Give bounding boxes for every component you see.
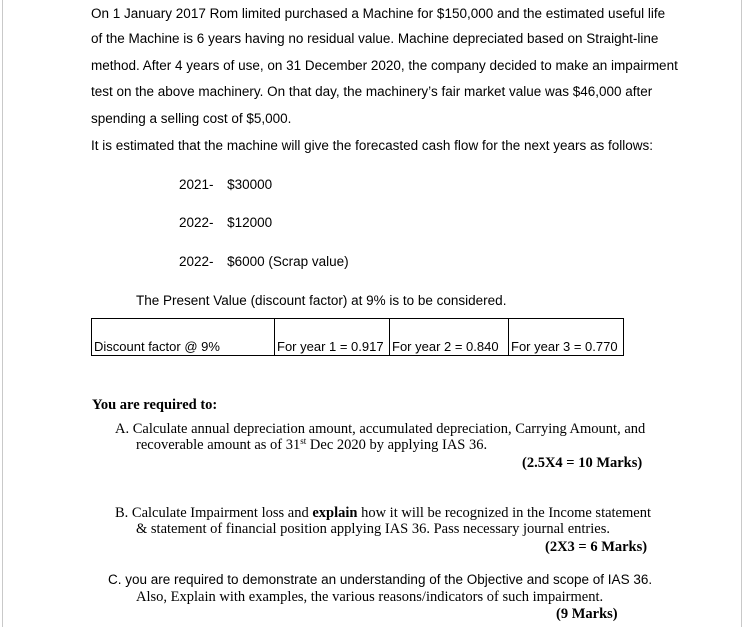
year-3-cell: For year 3 = 0.770 bbox=[509, 319, 624, 356]
requirement-c-marks: (9 Marks) bbox=[556, 606, 618, 622]
cash-flow-year: 2022- bbox=[179, 254, 214, 269]
requirement-b-bold-word: explain bbox=[312, 505, 358, 521]
cash-flow-item bbox=[179, 254, 349, 269]
superscript-st: st bbox=[300, 436, 307, 446]
cash-flow-item bbox=[179, 177, 272, 192]
year-1-cell: For year 1 = 0.917 bbox=[275, 319, 390, 356]
requirement-a-marks: (2.5X4 = 10 Marks) bbox=[522, 455, 643, 471]
intro-line-4: test on the above machinery. On that day, the machinery’s fair market value was $46,000 after bbox=[91, 84, 653, 99]
requirement-b-marks: (2X3 = 6 Marks) bbox=[545, 539, 648, 555]
requirement-b-text: B. Calculate Impairment loss and bbox=[115, 505, 313, 521]
intro-line-2: of the Machine is 6 years having no residual value. Machine depreciated based on Straight-line bbox=[91, 31, 659, 46]
requirement-a-line-2 bbox=[136, 437, 487, 454]
discount-factor-table bbox=[91, 318, 624, 356]
requirement-a-text-end: Dec 2020 by applying IAS 36. bbox=[306, 437, 488, 453]
table-row bbox=[92, 319, 624, 356]
cash-flow-year: 2021- bbox=[179, 177, 214, 192]
requirement-b-text-end: how it will be recognized in the Income statement bbox=[357, 505, 651, 521]
cash-flow-amount: $6000 (Scrap value) bbox=[227, 254, 349, 269]
requirement-c-line-1: C. you are required to demonstrate an understanding of the Objective and scope of IAS 36. bbox=[108, 572, 653, 587]
page-right-border bbox=[741, 0, 742, 627]
year-2-cell: For year 2 = 0.840 bbox=[390, 319, 509, 356]
requirement-b-line-2: & statement of financial position applying IAS 36. Pass necessary journal entries. bbox=[136, 521, 610, 537]
cash-flow-year: 2022- bbox=[179, 215, 214, 230]
requirement-a-text: recoverable amount as of 31 bbox=[136, 437, 301, 453]
pv-note: The Present Value (discount factor) at 9% is to be considered. bbox=[136, 293, 507, 308]
requirement-b-line-1 bbox=[115, 505, 651, 522]
intro-line-6: It is estimated that the machine will give the forecasted cash flow for the next years as follows: bbox=[91, 138, 654, 153]
page-left-border bbox=[2, 0, 3, 627]
requirement-c-line-2: Also, Explain with examples, the various reasons/indicators of such impairment. bbox=[136, 589, 604, 605]
intro-line-1: On 1 January 2017 Rom limited purchased a Machine for $150,000 and the estimated useful life bbox=[91, 6, 666, 21]
requirement-a-line-1: A. Calculate annual depreciation amount, accumulated depreciation, Carrying Amount, and bbox=[115, 421, 646, 437]
discount-label-cell: Discount factor @ 9% bbox=[92, 319, 275, 356]
required-heading: You are required to: bbox=[92, 397, 218, 413]
cash-flow-amount: $12000 bbox=[227, 215, 273, 230]
cash-flow-item bbox=[179, 215, 272, 230]
cash-flow-amount: $30000 bbox=[227, 177, 273, 192]
intro-line-3: method. After 4 years of use, on 31 December 2020, the company decided to make an impairment bbox=[91, 58, 678, 73]
intro-line-5: spending a selling cost of $5,000. bbox=[91, 111, 292, 126]
